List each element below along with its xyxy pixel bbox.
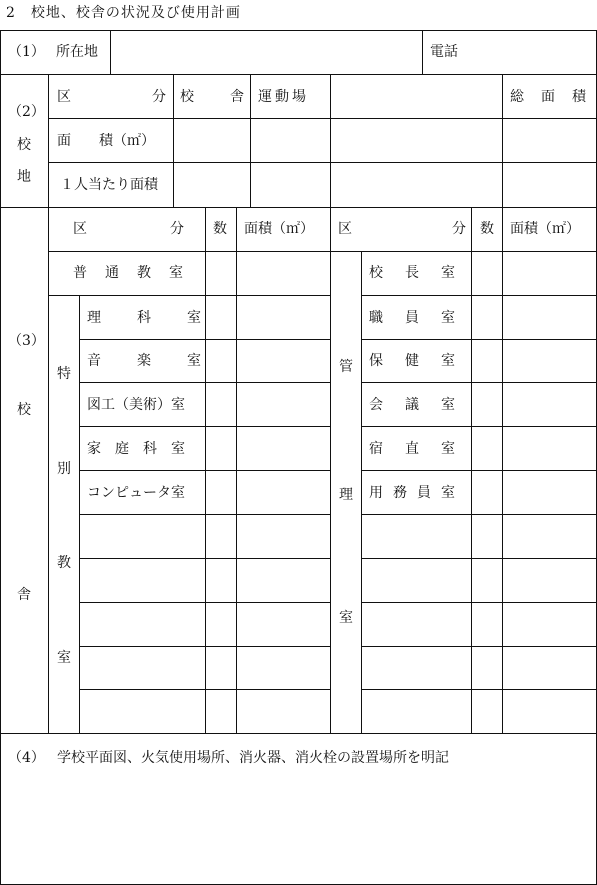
room-night-duty: 宿直室 bbox=[369, 441, 477, 457]
location-label: 所在地 bbox=[56, 44, 98, 60]
s2-header-undojo: 運動場 bbox=[258, 89, 309, 105]
s3-row-rule-left-10 bbox=[79, 689, 330, 690]
s2-header-kosha-1: 校 bbox=[180, 89, 194, 105]
s1-label: （1） bbox=[8, 44, 45, 60]
floor-plan-area[interactable] bbox=[1, 775, 596, 883]
phone-label: 電話 bbox=[430, 44, 458, 60]
s3-row-rule-left-5 bbox=[79, 470, 330, 471]
s3-row-rule-right-2 bbox=[361, 339, 597, 340]
s1-col-sep-b bbox=[422, 30, 423, 74]
s2-row-per-person-label: １人当たり面積 bbox=[60, 177, 158, 193]
admin-side-char-2: 理 bbox=[339, 487, 353, 503]
s2-cell-school-area[interactable] bbox=[174, 119, 250, 162]
room-custodian: 用務員室 bbox=[369, 485, 465, 501]
s3-col-sep-admin bbox=[361, 251, 362, 733]
border-left bbox=[0, 30, 1, 885]
s3-row-rule-right-6 bbox=[361, 514, 597, 515]
s2-header-total-2: 面 bbox=[541, 89, 555, 105]
s3-row-rule-right-3 bbox=[361, 382, 597, 383]
s2-header-total-3: 積 bbox=[572, 89, 586, 105]
s3-left-header-area: 面積（㎡） bbox=[244, 221, 314, 237]
s2-cell-total-area[interactable] bbox=[503, 119, 596, 162]
s3-row-rule-right-9 bbox=[361, 646, 597, 647]
location-field[interactable] bbox=[111, 31, 422, 74]
s3-row-rule-left-2 bbox=[79, 339, 330, 340]
s3-header-rule bbox=[48, 251, 597, 252]
room-health: 保健室 bbox=[369, 353, 477, 369]
s3-row-rule-left-1 bbox=[48, 295, 330, 296]
s3-right-header-kubun-1: 区 bbox=[338, 221, 352, 237]
page-title: 2 校地、校舎の状況及び使用計画 bbox=[6, 5, 241, 21]
s3-row-rule-left-9 bbox=[79, 646, 330, 647]
s3-row-rule-left-6 bbox=[79, 514, 330, 515]
s3-left-header-kubun-1: 区 bbox=[73, 221, 87, 237]
s3-left-header-kubun-2: 分 bbox=[170, 221, 184, 237]
s3-row-rule-right-5 bbox=[361, 470, 597, 471]
s3-right-header-count: 数 bbox=[480, 221, 494, 237]
s3-row-rule-right-4 bbox=[361, 426, 597, 427]
s2-header-total-1: 総 bbox=[510, 89, 524, 105]
s3-left-header-count: 数 bbox=[213, 221, 227, 237]
room-computer: コンピュータ室 bbox=[87, 485, 185, 501]
phone-field[interactable] bbox=[470, 31, 596, 74]
s2-side-char-1: 校 bbox=[17, 137, 31, 153]
s2-cell-ground-area[interactable] bbox=[251, 119, 330, 162]
room-regular-classroom: 普通教室 bbox=[73, 265, 201, 281]
room-principal: 校長室 bbox=[369, 265, 477, 281]
s2-row-sep-b bbox=[48, 162, 597, 163]
s3-side-char-1: 校 bbox=[17, 402, 31, 418]
s2-row-area-label: 面 積（㎡） bbox=[57, 133, 155, 149]
s4-instruction: 学校平面図、火気使用場所、消火器、消火栓の設置場所を明記 bbox=[57, 750, 449, 766]
s3-col-sep-mid bbox=[330, 207, 331, 733]
s3-col-sep-outer bbox=[48, 207, 49, 733]
s3-row-rule-left-3 bbox=[79, 382, 330, 383]
divider-s2 bbox=[0, 207, 597, 208]
s3-label: （3） bbox=[8, 333, 45, 349]
s3-row-rule-right-8 bbox=[361, 602, 597, 603]
s3-row-rule-left-7 bbox=[79, 558, 330, 559]
special-side-char-1: 特 bbox=[57, 366, 71, 382]
s2-side-char-2: 地 bbox=[17, 169, 31, 185]
divider-s1 bbox=[0, 74, 597, 75]
s3-row-rule-left-8 bbox=[79, 602, 330, 603]
special-side-char-3: 教 bbox=[57, 555, 71, 571]
room-home-economics: 家庭科室 bbox=[87, 441, 199, 457]
s2-col-sep-d bbox=[330, 74, 331, 207]
admin-side-char-1: 管 bbox=[339, 359, 353, 375]
s2-label: （2） bbox=[8, 104, 45, 120]
room-art: 図工（美術）室 bbox=[87, 397, 185, 413]
s2-header-kosha-2: 舎 bbox=[230, 89, 244, 105]
room-science: 理科室 bbox=[87, 310, 237, 326]
s2-header-kubun-2: 分 bbox=[152, 89, 166, 105]
s3-right-header-area: 面積（㎡） bbox=[510, 221, 580, 237]
s2-header-kubun-1: 区 bbox=[57, 89, 71, 105]
s3-right-header-kubun-2: 分 bbox=[452, 221, 466, 237]
admin-side-char-3: 室 bbox=[339, 610, 353, 626]
special-side-char-2: 別 bbox=[57, 461, 71, 477]
special-side-char-4: 室 bbox=[57, 650, 71, 666]
divider-s3 bbox=[0, 733, 597, 734]
s3-row-rule-right-1 bbox=[361, 295, 597, 296]
s2-col-sep-a bbox=[48, 74, 49, 207]
s4-label: （4） bbox=[8, 750, 45, 766]
s3-row-rule-right-7 bbox=[361, 558, 597, 559]
s3-row-rule-left-4 bbox=[79, 426, 330, 427]
room-music: 音楽室 bbox=[87, 353, 237, 369]
room-staff: 職員室 bbox=[369, 310, 477, 326]
s3-side-char-2: 舎 bbox=[17, 587, 31, 603]
room-meeting: 会議室 bbox=[369, 397, 477, 413]
s3-row-rule-right-10 bbox=[361, 689, 597, 690]
